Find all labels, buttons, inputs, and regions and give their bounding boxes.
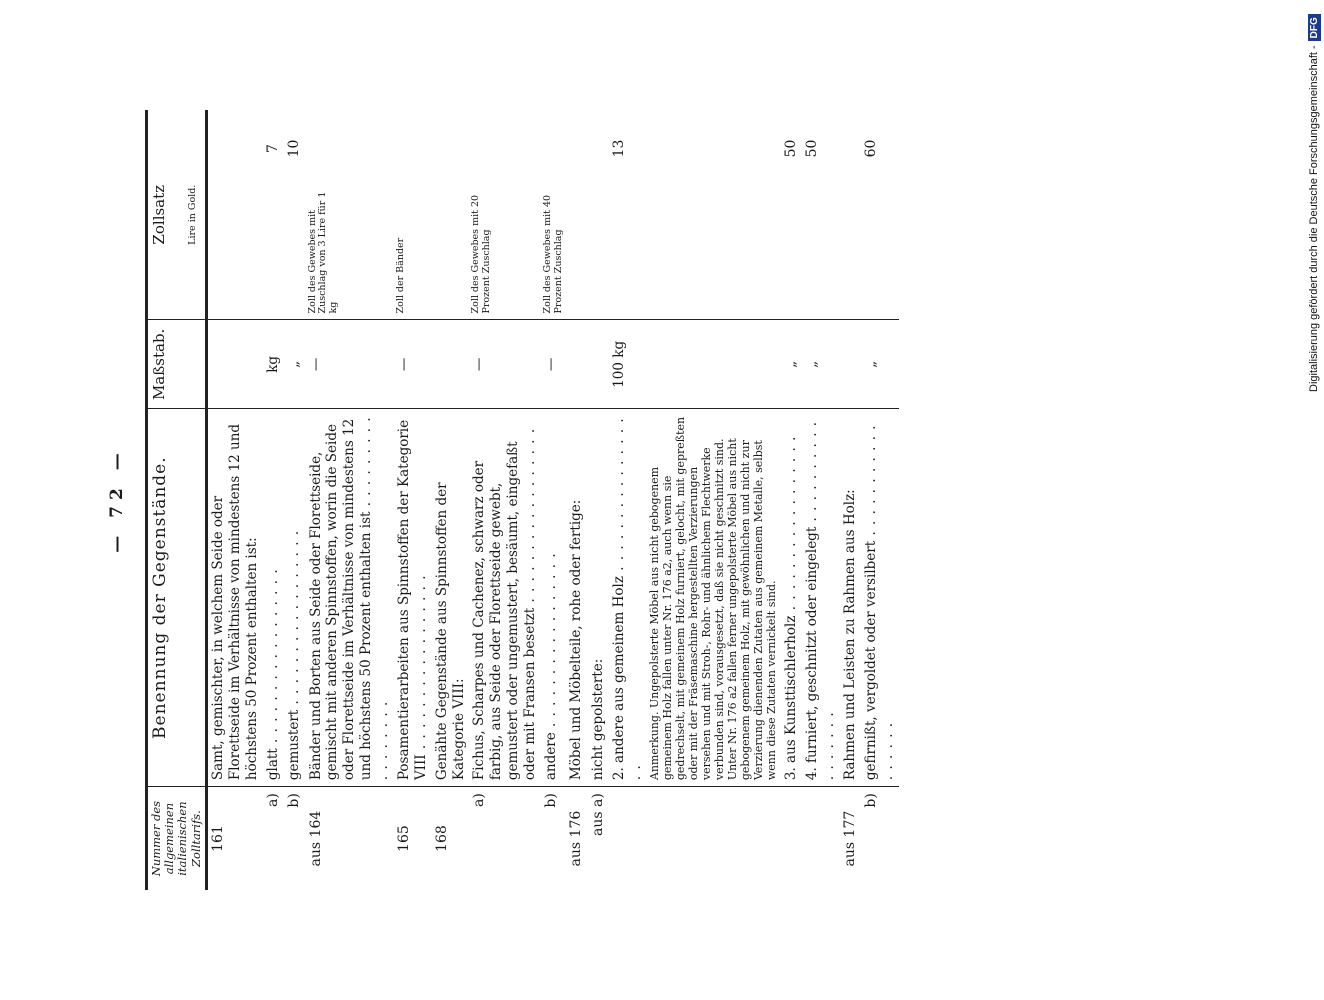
header-measure: Maßstab.	[147, 320, 207, 409]
row-description	[306, 409, 394, 787]
row-number	[263, 787, 285, 890]
rate-value: 7	[264, 144, 281, 153]
rate-value: 50	[782, 139, 799, 158]
table-row	[566, 110, 588, 890]
row-rate	[394, 110, 432, 320]
row-number: 168	[432, 787, 470, 890]
row-description	[781, 409, 803, 787]
row-text: 2. andere aus gemeinem Holz	[611, 576, 628, 781]
row-rate	[284, 110, 306, 320]
row-description	[206, 409, 262, 787]
rate-note	[863, 184, 881, 314]
leader-dots	[413, 574, 429, 754]
row-description	[263, 409, 285, 787]
dfg-logo: DFG	[1308, 14, 1321, 41]
rate-note: Zoll des Gewebes mit 40 Prozent Zuschlag	[541, 194, 564, 314]
row-subletter: b)	[286, 793, 302, 808]
table-row	[840, 110, 862, 890]
tariff-body	[206, 110, 899, 890]
row-measure: „	[802, 320, 840, 409]
table-row	[861, 110, 899, 890]
row-rate	[588, 110, 610, 320]
row-number: aus 164	[306, 787, 394, 890]
row-rate	[541, 110, 566, 320]
header-rate-unit: Lire in Gold.	[186, 184, 198, 245]
row-rate	[206, 110, 262, 320]
rate-note: Zoll des Gewebes mit Zuschlag von 3 Lire für 1 kg	[306, 191, 339, 314]
row-number: 161	[206, 787, 262, 890]
row-measure: —	[306, 320, 394, 409]
header-rate-label: Zollsatz	[150, 184, 168, 245]
row-number	[647, 787, 781, 890]
row-text: gemustert	[286, 709, 302, 781]
rate-note	[611, 184, 629, 314]
row-rate	[469, 110, 541, 320]
row-rate	[609, 110, 647, 320]
rotated-tariff-page	[107, 110, 1205, 890]
row-measure	[432, 320, 470, 409]
row-measure	[206, 320, 262, 409]
row-rate	[432, 110, 470, 320]
row-number	[541, 787, 566, 890]
row-number	[469, 787, 541, 890]
table-row	[588, 110, 610, 890]
row-rate	[840, 110, 862, 320]
table-row	[541, 110, 566, 890]
row-text: Samt, gemischter, in welchem Seide oder Florettseide im Verhältnisse von mindestens 12 und höchstens 50 Prozent enthalten ist:	[209, 423, 260, 781]
row-text: gefirnißt, vergoldet oder versilbert	[863, 540, 880, 781]
row-measure: —	[469, 320, 541, 409]
row-text: glatt	[264, 748, 281, 781]
row-number	[861, 787, 899, 890]
row-text: Möbel und Möbelteile, rohe oder fertige:	[568, 499, 585, 781]
table-row	[802, 110, 840, 890]
leader-dots	[522, 428, 538, 608]
row-measure: kg	[263, 320, 285, 409]
row-number	[609, 787, 647, 890]
row-number: 165	[394, 787, 432, 890]
row-rate	[647, 110, 781, 320]
row-rate	[861, 110, 899, 320]
row-description	[394, 409, 432, 787]
row-note: Anmerkung. Ungepolsterte Möbel aus nicht gebogenem gemeinem Holz fallen unter Nr. 176 a2, auch wenn sie gedrechselt, mit gemeinem Holz furniert, gelocht, mit gepreßten oder mit der Fräsemaschine hergestellten Verzierungen versehen und mit Stroh-, Rohr- und ähnlichem Flechtwerke verbunden sind, vorausgesetzt, daß sie nicht geschnitzt sind. Unter Nr. 176 a2 fallen ferner ungepolsterte Möbel aus nicht gebogenem gemeinem Holz, mit gewöhnlichen und nicht zur Verzierung dienenden Zutaten aus gemeinem Metalle, selbst wenn diese Zutaten vernickelt sind.	[647, 409, 781, 787]
tariff-table	[145, 110, 899, 890]
row-subletter: b)	[863, 793, 880, 808]
table-row	[432, 110, 470, 890]
row-description	[284, 409, 306, 787]
page-number: — 72 —	[107, 447, 127, 553]
rate-note	[783, 184, 801, 314]
row-description	[609, 409, 647, 787]
rate-value: 13	[611, 139, 628, 158]
table-row	[284, 110, 306, 890]
row-rate	[306, 110, 394, 320]
row-text: Fichus, Scharpes und Cachenez, schwarz oder farbig, aus Seide oder Florettseide gewebt, gemustert oder ungemustert, besäumt, eingefaßt oder mit Fransen besetzt	[471, 441, 538, 781]
row-subletter: aus a)	[589, 793, 606, 836]
rate-note	[286, 184, 304, 314]
row-description	[802, 409, 840, 787]
header-number: Nummer des allgemeinen italienischen Zolltarifs.	[147, 787, 207, 890]
dfg-notice	[1308, 14, 1321, 392]
table-row	[609, 110, 647, 890]
row-rate	[781, 110, 803, 320]
row-text: andere	[542, 732, 559, 781]
rate-value: 60	[863, 139, 880, 158]
row-measure: „	[781, 320, 803, 409]
row-description	[588, 409, 610, 787]
row-text: Posamentierarbeiten aus Spinnstoffen der Kategorie VIII	[395, 419, 429, 781]
row-text: nicht gepolsterte:	[589, 658, 606, 781]
row-measure	[588, 320, 610, 409]
row-description	[861, 409, 899, 787]
rate-note	[804, 184, 822, 314]
leader-dots	[783, 436, 799, 616]
row-measure: „	[861, 320, 899, 409]
rate-value	[308, 124, 340, 174]
row-number	[284, 787, 306, 890]
rate-value: 10	[286, 139, 302, 158]
dfg-notice-text: Digitalisierung gefördert durch die Deutsche Forschungsgemeinschaft -	[1308, 45, 1320, 392]
row-measure	[647, 320, 781, 409]
row-number: aus 176	[566, 787, 588, 890]
row-description	[432, 409, 470, 787]
row-subletter: b)	[542, 793, 559, 808]
header-name: Benennung der Gegenstände.	[147, 409, 207, 787]
row-subletter: a)	[264, 793, 281, 807]
row-text: 4. furniert, geschnitzt oder eingelegt	[804, 526, 821, 781]
leader-dots	[286, 530, 302, 710]
rate-value	[543, 124, 564, 174]
row-measure	[840, 320, 862, 409]
rate-note: Zoll des Gewebes mit 20 Prozent Zuschlag	[470, 194, 492, 314]
row-subletter: a)	[471, 793, 488, 807]
table-row	[469, 110, 541, 890]
rate-note: Zoll der Bänder	[394, 237, 406, 314]
row-text: Rahmen und Leisten zu Rahmen aus Holz:	[841, 489, 858, 781]
row-number	[588, 787, 610, 890]
row-number	[802, 787, 840, 890]
row-measure: —	[394, 320, 432, 409]
row-description	[469, 409, 541, 787]
row-measure: 100 kg	[609, 320, 647, 409]
row-number: aus 177	[840, 787, 862, 890]
row-text: Bänder und Borten aus Seide oder Florettseide, gemischt mit anderen Spinnstoffen, worin die Seide oder Florettseide im Verhältnisse von mindestens 12 und höchstens 50 Prozent enthalten ist	[307, 418, 375, 781]
table-row	[206, 110, 262, 890]
row-measure: —	[541, 320, 566, 409]
header-rate	[147, 110, 207, 320]
table-row	[394, 110, 432, 890]
rate-value	[396, 124, 407, 174]
table-row	[647, 110, 781, 890]
row-number	[781, 787, 803, 890]
row-measure	[566, 320, 588, 409]
leader-dots	[265, 568, 281, 748]
row-description	[541, 409, 566, 787]
rate-note	[265, 184, 283, 314]
row-rate	[263, 110, 285, 320]
rate-value: 50	[804, 139, 821, 158]
row-description	[840, 409, 862, 787]
row-text: 3. aus Kunsttischlerholz	[782, 615, 799, 781]
row-rate	[802, 110, 840, 320]
leader-dots	[543, 552, 559, 732]
row-text: Genähte Gegenstände aus Spinnstoffen der Kategorie VIII:	[433, 482, 467, 781]
row-measure: „	[284, 320, 306, 409]
table-row	[781, 110, 803, 890]
row-rate	[566, 110, 588, 320]
table-row	[306, 110, 394, 890]
table-row	[263, 110, 285, 890]
row-description	[566, 409, 588, 787]
rate-value	[471, 124, 492, 174]
